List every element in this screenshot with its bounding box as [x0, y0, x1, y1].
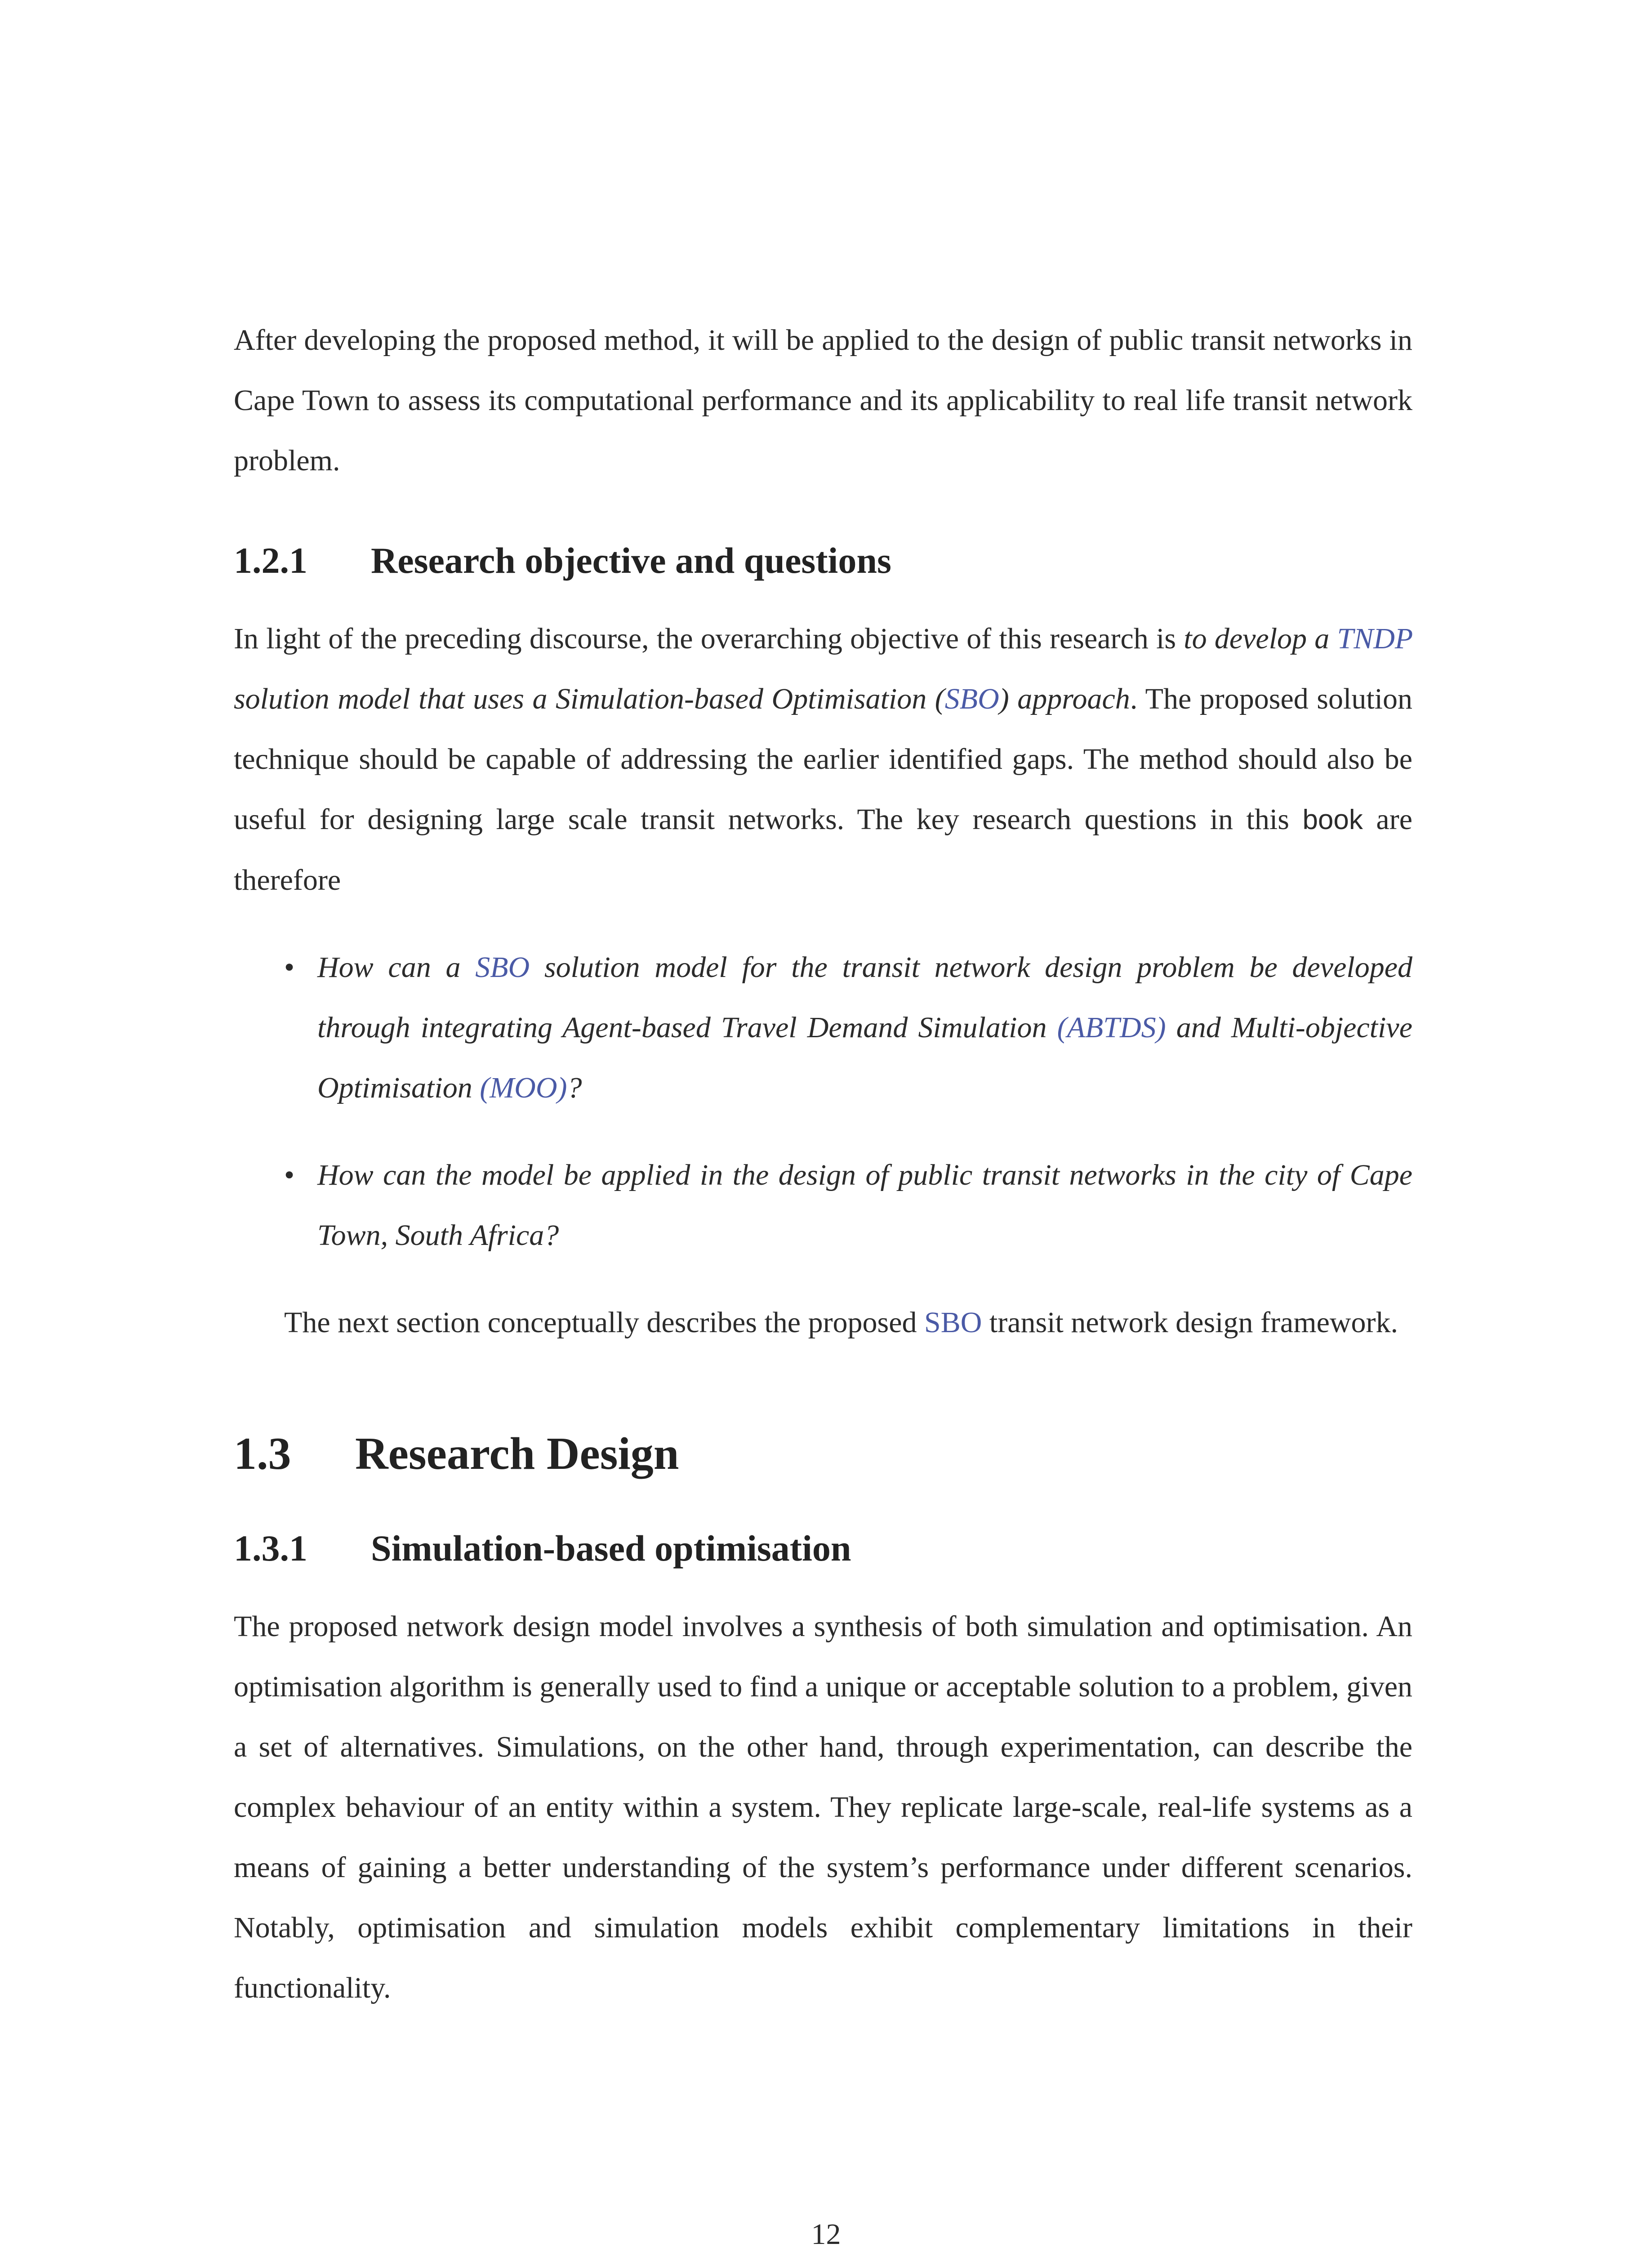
- abbr-link-sbo[interactable]: SBO: [475, 951, 530, 984]
- question-text: How can the model be applied in the design of public transit networks in the city of Cape Town, South Africa?: [317, 1159, 1412, 1252]
- section-number: 1.3.1: [234, 1528, 307, 1569]
- section-title: Research objective and questions: [371, 540, 891, 581]
- section-number: 1.3: [234, 1428, 291, 1479]
- abbr-link-tndp[interactable]: TNDP: [1337, 622, 1412, 655]
- objective-italic-2: solution model that uses a Simulation-based Optimisation (: [234, 682, 945, 715]
- research-questions-list: [234, 937, 1412, 1266]
- objective-lead: In light of the preceding discourse, the overarching objective of this research is: [234, 622, 1184, 655]
- intro-paragraph: After developing the proposed method, it will be applied to the design of public transit networks in Cape Town to assess its computational performance and its applicability to real life transit network problem.: [234, 324, 1412, 477]
- book-word: book: [1302, 804, 1363, 835]
- sbo-paragraph: The proposed network design model involves a synthesis of both simulation and optimisation. An optimisation algorithm is generally used to find a unique or acceptable solution to a problem, given a set of alternatives. Simulations, on the other hand, through experimentation, can describe the complex behaviour of an entity within a system. They replicate large-scale, real-life systems as a means of gaining a better understanding of the system’s performance under different scenarios. Notably, optimisation and simulation models exhibit complementary limitations in their functionality.: [234, 1610, 1412, 2004]
- bullet-icon: •: [284, 1159, 295, 1191]
- question-text: solution model for the transit network design problem be developed through integrating Agent-based Travel Demand Simulation: [317, 951, 1412, 1044]
- abbr-link-moo[interactable]: (MOO): [480, 1071, 567, 1104]
- question-text: How can a: [317, 951, 476, 984]
- objective-tail: are therefore: [234, 803, 1412, 897]
- section-number: 1.2.1: [234, 540, 307, 581]
- objective-paragraph: [234, 609, 1412, 910]
- list-item: [234, 937, 1412, 1118]
- next-section-paragraph: [234, 1293, 1412, 1353]
- question-text: and Multi-objective Optimisation: [317, 1011, 1413, 1104]
- page-body: [234, 310, 1412, 2018]
- question-text: ?: [567, 1071, 582, 1104]
- section-title: Research Design: [355, 1428, 679, 1479]
- objective-italic-1: to develop a: [1184, 622, 1337, 655]
- next-text: transit network design framework.: [982, 1306, 1398, 1339]
- abbr-link-abtds[interactable]: (ABTDS): [1057, 1011, 1166, 1044]
- objective-italic-3: ) approach: [999, 682, 1130, 715]
- abbr-link-sbo[interactable]: SBO: [944, 682, 999, 715]
- list-item: [234, 1145, 1412, 1266]
- section-heading-1-3: [234, 1425, 1412, 1483]
- section-title: Simulation-based optimisation: [371, 1528, 851, 1569]
- section-heading-1-3-1: [234, 1524, 1412, 1573]
- bullet-icon: •: [284, 951, 295, 984]
- objective-rest: . The proposed solution technique should be capable of addressing the earlier identified gaps. The method should also be useful for designing large scale transit networks. The key research questions in this: [234, 682, 1413, 836]
- page-number: 12: [811, 2218, 841, 2248]
- abbr-link-sbo[interactable]: SBO: [924, 1306, 982, 1339]
- section-heading-1-2-1: [234, 536, 1412, 585]
- next-text: The next section conceptually describes the proposed: [284, 1306, 925, 1339]
